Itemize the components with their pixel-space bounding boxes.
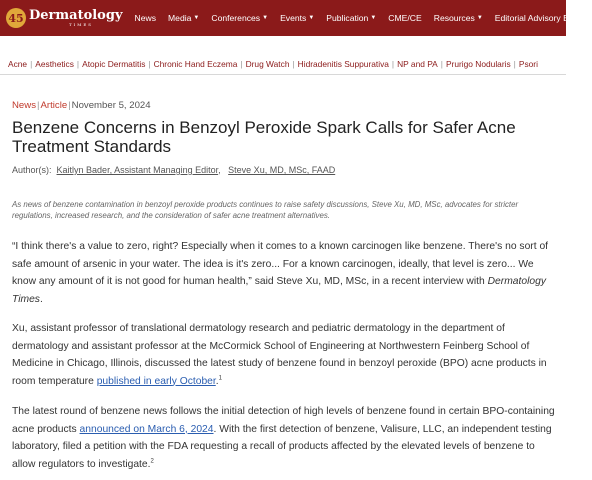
article-meta: News|Article|November 5, 2024 — [12, 100, 151, 111]
reference-marker[interactable]: 2 — [150, 458, 154, 465]
chevron-down-icon: ▼ — [193, 15, 200, 21]
author-link-bader[interactable]: Kaitlyn Bader, Assistant Managing Editor — [56, 165, 219, 175]
article-date: November 5, 2024 — [71, 100, 151, 111]
chevron-down-icon: ▼ — [370, 15, 377, 21]
chevron-down-icon: ▼ — [262, 15, 269, 21]
tag-atopic-dermatitis[interactable]: Atopic Dermatitis — [82, 59, 146, 69]
site-header — [0, 0, 586, 36]
article-paragraph: Xu, assistant professor of translational dermatology research and pediatric dermatology in the department of dermatology and assistant professor at the McCormick School of Engineering at Northwestern Feinberg School of Medicine in Chicago, Illinois, discussed the latest study of benzene found in benzoyl peroxide (BPO) acne products in room temperature published in early October.$^1$ — [12, 323, 547, 387]
tag-acne[interactable]: Acne — [8, 59, 28, 69]
nav-item-publication[interactable]: Publication ▼ — [326, 13, 377, 23]
nav-item-cme[interactable]: CME/CE — [388, 13, 422, 23]
publication-name: Dermatology Times — [12, 276, 546, 305]
topic-tag-bar: Acne | Aesthetics | Atopic Dermatitis | Chronic Hand Eczema | Drug Watch | Hidradenitis Suppurativa | NP and PA | Prurigo Nodularis | Psori — [0, 54, 566, 75]
logo-mark-icon: 45 — [6, 8, 26, 28]
site-logo[interactable] — [6, 8, 123, 28]
article-title: Benzene Concerns in Benzoyl Peroxide Spark Calls for Safer Acne Treatment Standards — [12, 118, 516, 156]
nav-item-editorial-board[interactable]: Editorial Advisory Board — [494, 13, 586, 23]
author-link-xu[interactable]: Steve Xu, MD, MSc, FAAD — [228, 165, 336, 175]
reference-marker[interactable]: 1 — [218, 375, 222, 382]
logo-text: Dermatology — [29, 8, 123, 23]
tag-chronic-hand-eczema[interactable]: Chronic Hand Eczema — [153, 59, 238, 69]
article-summary: As news of benzene contamination in benzoyl peroxide products continues to raise safety discussions, Steve Xu, MD, MSc, advocates for stricter regulations, increased research, and the consideration of safer acne treatment alternatives. — [12, 200, 519, 220]
tag-prurigo-nodularis[interactable]: Prurigo Nodularis — [445, 59, 511, 69]
chevron-down-icon: ▼ — [476, 15, 483, 21]
nav-item-media[interactable]: Media ▼ — [168, 13, 200, 23]
nav-item-resources[interactable]: Resources ▼ — [433, 13, 483, 23]
category-news[interactable]: News — [12, 100, 36, 111]
tag-aesthetics[interactable]: Aesthetics — [35, 59, 74, 69]
authors-label: Author(s): — [12, 165, 52, 175]
tag-hidradenitis[interactable]: Hidradenitis Suppurativa — [297, 59, 389, 69]
tag-np-pa[interactable]: NP and PA — [397, 59, 438, 69]
logo-subtext: TIMES — [69, 22, 94, 27]
chevron-down-icon: ▼ — [308, 15, 315, 21]
nav-item-news[interactable]: News — [134, 13, 157, 23]
tag-psoriasis[interactable]: Psori — [518, 59, 538, 69]
article-paragraph: “I think there's a value to zero, right? Especially when it comes to a known carcinogen like benzene. There's no sort of safe amount of arsenic in your water. The idea is it's zero... For a known carcinogen, ideally, that level is zero... We know any amount of it is not good for human health,” said Steve Xu, MD, MSc, in a recent interview with Dermatology Times. — [12, 241, 549, 305]
nav-item-events[interactable]: Events ▼ — [280, 13, 315, 23]
article-authors: Author(s): Kaitlyn Bader, Assistant Managing Editor, Steve Xu, MD, MSc, FAAD — [12, 165, 336, 175]
tag-drug-watch[interactable]: Drug Watch — [245, 59, 290, 69]
nav-item-conferences[interactable]: Conferences ▼ — [211, 13, 269, 23]
article-paragraph: The latest round of benzene news follows the initial detection of high levels of benzene found in certain BPO-containing acne products announced on March 6, 2024. With the first detection of benzene, Valisure, LLC, an independent testing laboratory, filed a petition with the FDA requesting a recall of products affected by the elevated levels of benzene to allow regulators to investigate.$^2$ — [12, 406, 555, 470]
category-article[interactable]: Article — [40, 100, 68, 111]
main-nav — [129, 13, 592, 23]
announced-link[interactable]: announced on March 6, 2024 — [79, 423, 214, 435]
published-link[interactable]: published in early October — [96, 375, 216, 387]
